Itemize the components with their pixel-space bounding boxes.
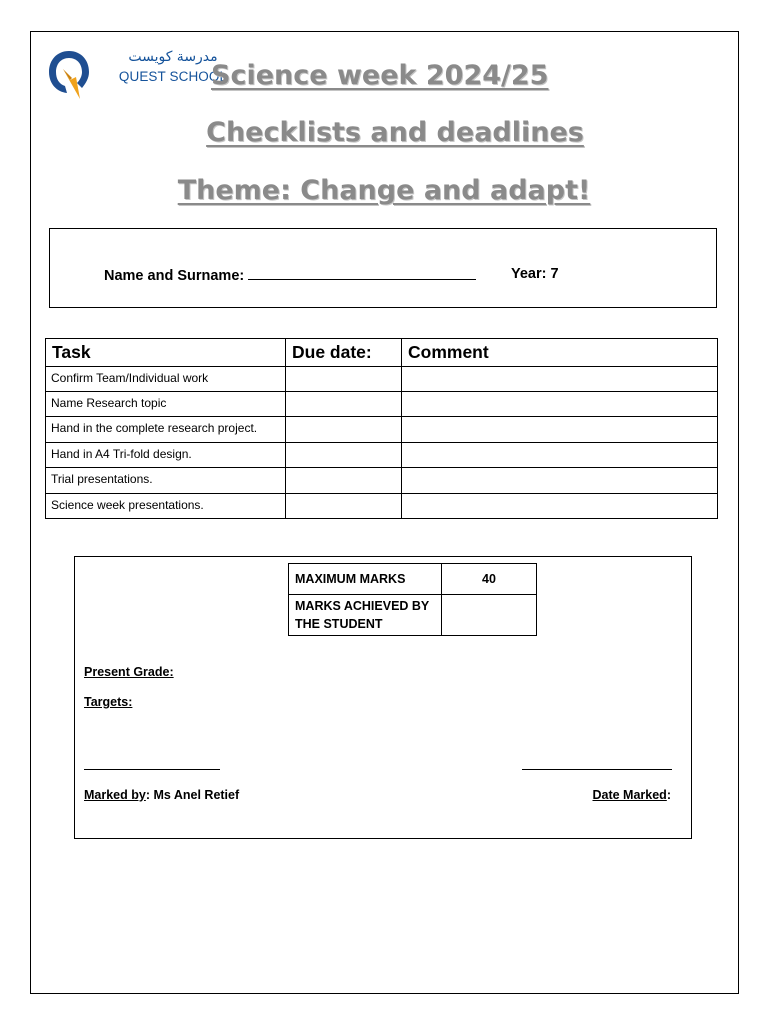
due-date-cell[interactable] xyxy=(286,417,402,443)
marked-by-value: : Ms Anel Retief xyxy=(145,788,240,802)
table-row xyxy=(46,494,718,519)
due-date-cell[interactable] xyxy=(286,392,402,417)
date-marked-colon: : xyxy=(666,788,671,802)
comment-cell[interactable] xyxy=(402,367,718,392)
task-cell: Confirm Team/Individual work xyxy=(46,367,286,392)
logo-english-text: QUEST SCHOOL xyxy=(118,69,228,84)
task-cell: Hand in A4 Tri-fold design. xyxy=(46,443,286,468)
marker-signature-line[interactable] xyxy=(84,769,220,770)
comment-cell[interactable] xyxy=(402,443,718,468)
marks-table xyxy=(288,563,537,636)
date-marked xyxy=(592,788,671,802)
table-row xyxy=(46,417,718,443)
task-cell: Trial presentations. xyxy=(46,468,286,494)
date-signature-line[interactable] xyxy=(522,769,672,770)
targets-label: Targets: xyxy=(84,695,133,709)
title-science-week: Science week 2024/25 xyxy=(211,60,549,91)
due-date-cell[interactable] xyxy=(286,494,402,519)
maximum-marks-label: MAXIMUM MARKS xyxy=(289,564,442,595)
header-task: Task xyxy=(46,339,286,367)
marks-achieved-label: MARKS ACHIEVED BY THE STUDENT xyxy=(289,595,442,636)
date-marked-label: Date Marked xyxy=(592,788,667,802)
table-row xyxy=(46,443,718,468)
table-header-row xyxy=(46,339,718,367)
marks-row-achieved xyxy=(289,595,537,636)
task-cell: Science week presentations. xyxy=(46,494,286,519)
due-date-cell[interactable] xyxy=(286,367,402,392)
logo-arabic-text: مدرسة كويست xyxy=(128,49,218,65)
name-surname-field[interactable] xyxy=(104,266,476,284)
task-cell: Name Research topic xyxy=(46,392,286,417)
title-theme: Theme: Change and adapt! xyxy=(177,175,591,206)
present-grade-label: Present Grade: xyxy=(84,665,174,679)
due-date-cell[interactable] xyxy=(286,468,402,494)
school-logo xyxy=(46,47,228,103)
table-row xyxy=(46,367,718,392)
comment-cell[interactable] xyxy=(402,468,718,494)
comment-cell[interactable] xyxy=(402,417,718,443)
due-date-cell[interactable] xyxy=(286,443,402,468)
quest-logo-icon xyxy=(46,47,92,103)
marks-assessment-box xyxy=(74,556,692,839)
table-row xyxy=(46,468,718,494)
title-checklists: Checklists and deadlines xyxy=(206,117,584,148)
task-cell: Hand in the complete research project. xyxy=(46,417,286,443)
student-info-box xyxy=(49,228,717,308)
marks-row-maximum xyxy=(289,564,537,595)
header-due-date: Due date: xyxy=(286,339,402,367)
marked-by xyxy=(84,788,239,802)
marked-by-label: Marked by xyxy=(84,788,146,802)
table-row xyxy=(46,392,718,417)
marks-achieved-value[interactable] xyxy=(442,595,537,636)
name-surname-label: Name and Surname: xyxy=(104,268,245,284)
comment-cell[interactable] xyxy=(402,494,718,519)
year-label: Year: 7 xyxy=(511,266,559,282)
name-surname-blank[interactable] xyxy=(248,266,476,280)
header-comment: Comment xyxy=(402,339,718,367)
maximum-marks-value: 40 xyxy=(442,564,537,595)
comment-cell[interactable] xyxy=(402,392,718,417)
task-deadline-table xyxy=(45,338,718,519)
